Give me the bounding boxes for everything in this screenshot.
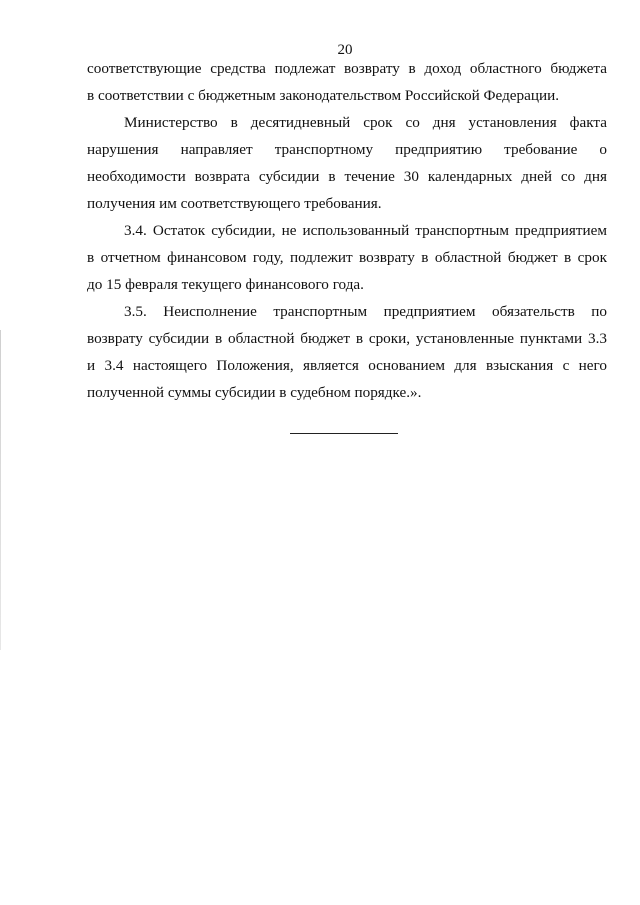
document-body [87, 55, 607, 406]
text-line: 3.5. Неисполнение транспортным предприятием обязательств по [124, 303, 607, 320]
page-number: 20 [337, 42, 353, 58]
text-line: в отчетном финансовом году, подлежит возврату в областной бюджет в срок [87, 249, 607, 266]
text-line: возврату субсидии в областной бюджет в сроки, установленные пунктами 3.3 [87, 330, 607, 347]
text-line: в соответствии с бюджетным законодательством Российской Федерации. [87, 87, 560, 104]
scan-edge-mark [0, 330, 1, 650]
paragraph-3-4 [87, 217, 607, 298]
text-line: полученной суммы субсидии в судебном порядке.». [87, 384, 422, 401]
paragraph-3-5 [87, 298, 607, 406]
text-line: нарушения направляет транспортному предприятию требование о [87, 141, 607, 158]
text-line: необходимости возврата субсидии в течение 30 календарных дней со дня [87, 168, 607, 185]
text-line: Министерство в десятидневный срок со дня установления факта [124, 114, 607, 131]
paragraph-ministry-requirement [87, 109, 607, 217]
text-line: получения им соответствующего требования. [87, 195, 382, 212]
text-line: соответствующие средства подлежат возврату в доход областного бюджета [87, 60, 607, 77]
end-divider-line [290, 433, 398, 434]
paragraph-continuation [87, 55, 607, 109]
text-line: и 3.4 настоящего Положения, является основанием для взыскания с него [87, 357, 607, 374]
text-line: до 15 февраля текущего финансового года. [87, 276, 364, 293]
text-line: 3.4. Остаток субсидии, не использованный транспортным предприятием [124, 222, 607, 239]
